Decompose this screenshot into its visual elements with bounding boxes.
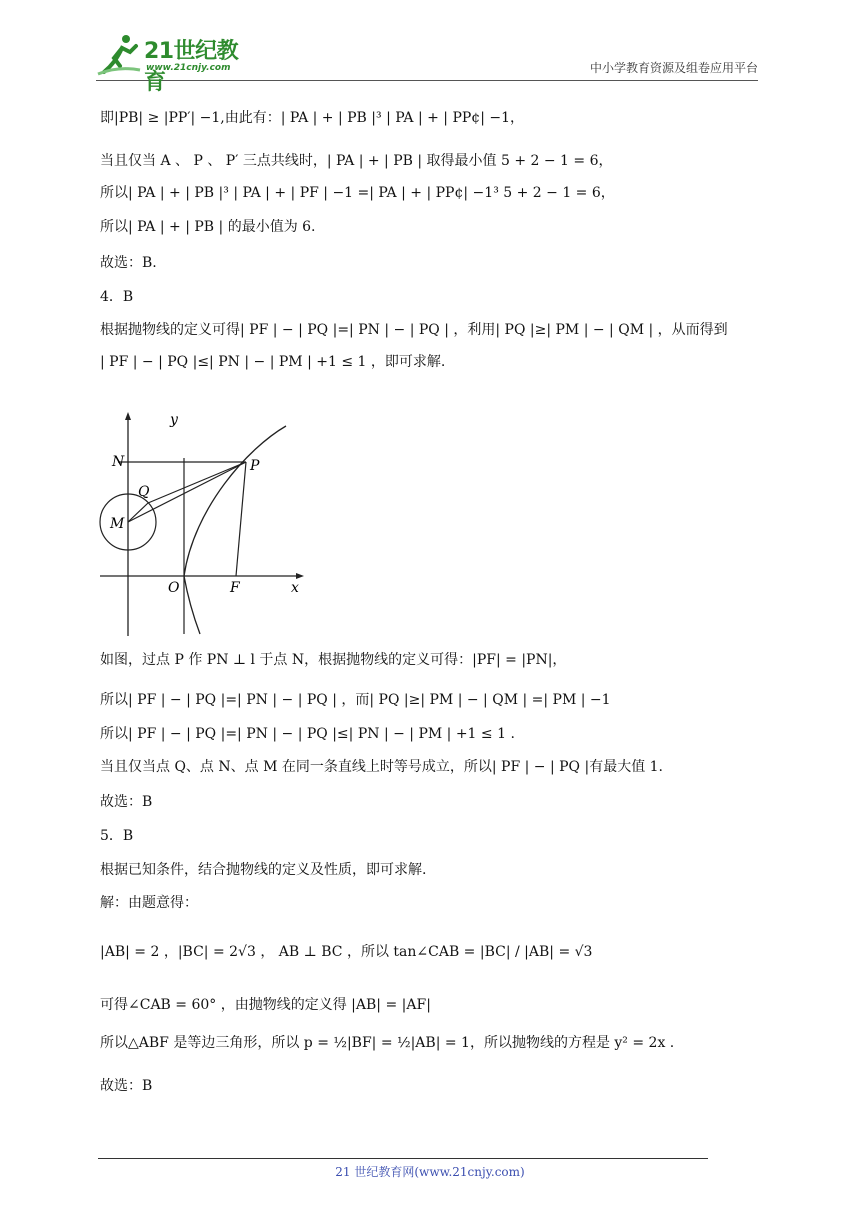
- text-line: 所以| PF | − | PQ |=| PN | − | PQ | ，而| PQ |≥| PM | − | QM | =| PM | −1: [100, 692, 611, 708]
- question-number: 5．B: [100, 828, 134, 844]
- text-line: 所以| PF | − | PQ |=| PN | − | PQ |≤| PN | − | PM | +1 ≤ 1 .: [100, 726, 515, 742]
- footer-link[interactable]: 21 世纪教育网(www.21cnjy.com): [335, 1165, 525, 1179]
- text-line: 根据已知条件，结合抛物线的定义及性质，即可求解.: [100, 862, 427, 878]
- label-M: M: [110, 516, 125, 532]
- parabola-curve: [184, 426, 286, 634]
- segment-QM: [128, 503, 148, 522]
- text-line: 当且仅当点 Q、点 N、点 M 在同一条直线上时等号成立，所以| PF | − | PQ |有最大值 1.: [100, 759, 663, 775]
- text-line: 如图，过点 P 作 PN ⊥ l 于点 N，根据抛物线的定义可得：|PF| = |PN|，: [100, 652, 567, 668]
- text-line: 根据抛物线的定义可得| PF | − | PQ |=| PN | − | PQ | ，利用| PQ |≥| PM | − | QM | ，从而得到: [100, 322, 728, 338]
- text-line: 所以| PA | + | PB | 的最小值为 6.: [100, 219, 316, 235]
- header-platform-title: 中小学教育资源及组卷应用平台: [589, 61, 758, 75]
- text-line: 解：由题意得：: [100, 895, 198, 911]
- label-O: O: [168, 580, 180, 596]
- label-y: y: [170, 412, 178, 428]
- runner-logo-icon: [96, 32, 142, 76]
- answer-line: 故选：B.: [100, 255, 157, 271]
- logo-url: www.21cnjy.com: [146, 63, 231, 73]
- label-F: F: [230, 580, 240, 596]
- text-line: 所以| PA | + | PB |³ | PA | + | PF | −1 =| PA | + | PP¢| −1³ 5 + 2 − 1 = 6，: [100, 185, 615, 201]
- answer-line: 故选：B: [100, 1078, 153, 1094]
- text-line: |AB| = 2 ，|BC| = 2√3 ， AB ⊥ BC ，所以 tan∠CAB = |BC| / |AB| = √3: [100, 944, 593, 960]
- parabola-figure: [98, 408, 308, 638]
- text-line: 所以△ABF 是等边三角形，所以 p = ½|BF| = ½|AB| = 1，所以抛物线的方程是 y² = 2x .: [100, 1035, 675, 1051]
- text-line: 当且仅当 A 、 P 、 P′ 三点共线时，| PA | + | PB | 取得最小值 5 + 2 − 1 = 6，: [100, 153, 613, 169]
- text-line: | PF | − | PQ |≤| PN | − | PM | +1 ≤ 1 ，即可求解.: [100, 354, 446, 370]
- label-Q: Q: [138, 484, 150, 500]
- label-N: N: [112, 454, 125, 470]
- page-header: [96, 32, 758, 95]
- label-P: P: [250, 458, 260, 474]
- answer-line: 故选：B: [100, 794, 153, 810]
- label-x: x: [291, 580, 299, 596]
- logo-text: 21世纪教育: [144, 39, 239, 95]
- footer-divider: [98, 1158, 708, 1159]
- question-number: 4．B: [100, 289, 134, 305]
- site-logo: [96, 32, 256, 95]
- segment-PQ: [148, 462, 246, 503]
- y-axis-arrow: [125, 412, 131, 420]
- text-line: 即|PB| ≥ |PP′| −1,由此有：| PA | + | PB |³ | PA | + | PP¢| −1，: [100, 110, 525, 126]
- segment-PF: [236, 462, 246, 576]
- text-line: 可得∠CAB = 60° ，由抛物线的定义得 |AB| = |AF|: [100, 997, 431, 1013]
- x-axis-arrow: [296, 573, 304, 579]
